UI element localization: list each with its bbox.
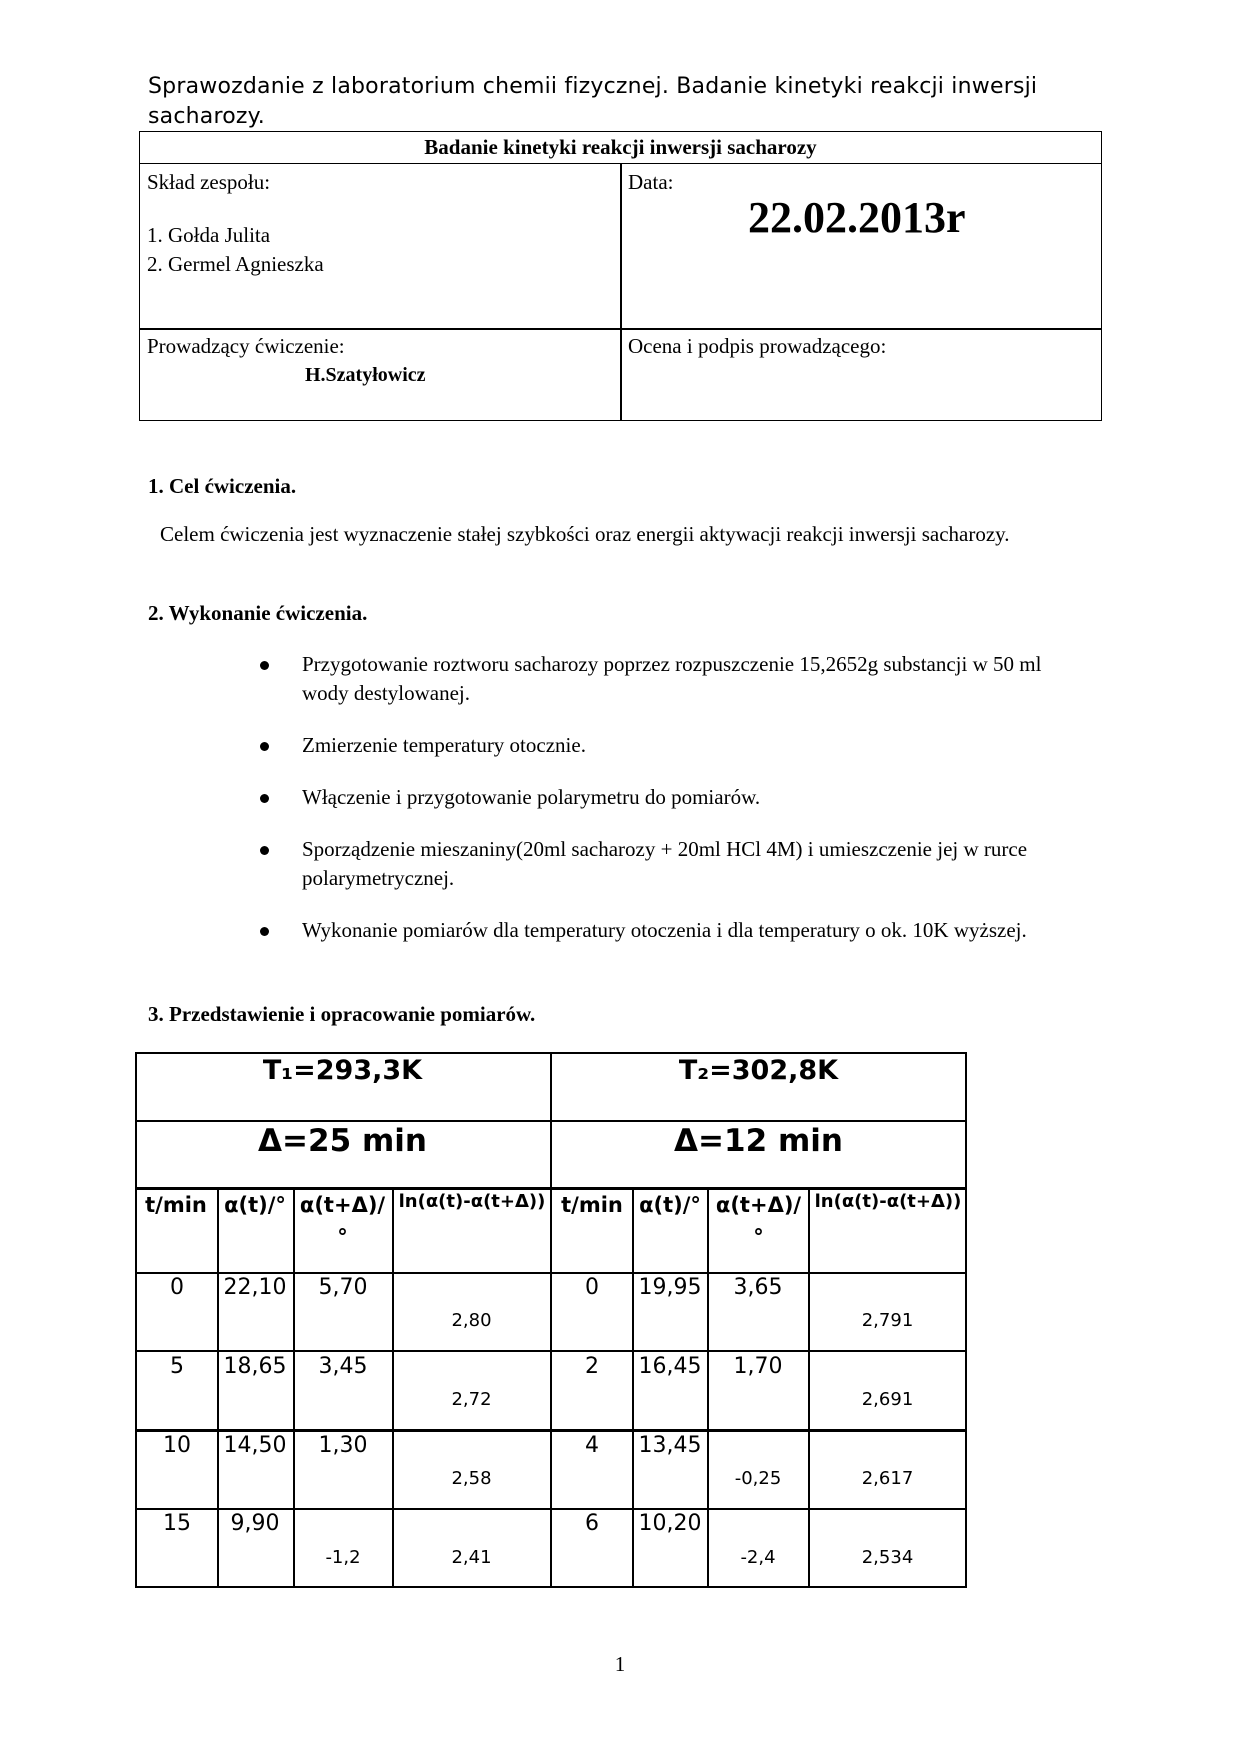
list-item: Zmierzenie temperatury otocznie. <box>260 731 1090 760</box>
team-member: 1. Gołda Julita <box>147 223 271 247</box>
list-item: Wykonanie pomiarów dla temperatury otoczenia i dla temperatury o ok. 10K wyższej. <box>260 916 1090 945</box>
info-table-title: Badanie kinetyki reakcji inwersji sacharozy <box>140 132 1101 164</box>
date-label: Data: <box>628 170 674 194</box>
table-cell: 18,65 <box>223 1354 287 1379</box>
table-cell: 2,534 <box>861 1547 914 1568</box>
column-header: α(t+Δ)/° <box>299 1193 386 1249</box>
table-cell: 22,10 <box>223 1275 287 1300</box>
table-border <box>632 1187 634 1588</box>
section-1-heading: 1. Cel ćwiczenia. <box>148 474 297 498</box>
temperature-header-right: T₂=302,8K <box>678 1055 839 1086</box>
date-value: 22.02.2013r <box>748 193 966 242</box>
grade-label: Ocena i podpis prowadzącego: <box>628 334 887 358</box>
delta-header-left: Δ=25 min <box>258 1123 427 1159</box>
table-cell: 14,50 <box>223 1433 287 1458</box>
table-cell: 2 <box>585 1354 599 1379</box>
report-header: Sprawozdanie z laboratorium chemii fizycznej. Badanie kinetyki reakcji inwersji sacharozy. <box>148 74 1038 129</box>
bullet-icon <box>260 794 269 803</box>
table-cell: 16,45 <box>638 1354 702 1379</box>
section-1-text: Celem ćwiczenia jest wyznaczenie stałej szybkości oraz energii aktywacji reakcji inwersji sacharozy. <box>160 522 1010 546</box>
table-cell: 10,20 <box>638 1511 702 1536</box>
list-item: Włączenie i przygotowanie polarymetru do pomiarów. <box>260 783 1090 812</box>
table-cell: 10 <box>163 1433 191 1458</box>
info-divider-horizontal <box>140 328 1101 330</box>
table-cell: 2,691 <box>861 1389 914 1410</box>
team-member: 2. Germel Agnieszka <box>147 252 324 276</box>
bullet-icon <box>260 661 269 670</box>
team-label: Skład zespołu: <box>147 170 271 194</box>
section-2-heading: 2. Wykonanie ćwiczenia. <box>148 601 368 625</box>
procedure-list <box>260 650 1090 968</box>
table-cell: 2,58 <box>451 1468 492 1489</box>
table-cell: 0 <box>585 1275 599 1300</box>
table-cell: 1,30 <box>318 1433 368 1458</box>
column-header: ln(α(t)-α(t+Δ)) <box>398 1191 546 1212</box>
table-border <box>217 1187 219 1588</box>
column-header: t/min <box>145 1193 207 1217</box>
table-cell: 19,95 <box>638 1275 702 1300</box>
table-cell: 3,45 <box>318 1354 368 1379</box>
table-cell: 3,65 <box>733 1275 783 1300</box>
table-cell: 9,90 <box>230 1511 280 1536</box>
report-info-table <box>139 131 1102 421</box>
table-cell: 4 <box>585 1433 599 1458</box>
table-cell: 6 <box>585 1511 599 1536</box>
list-item: Przygotowanie roztworu sacharozy poprzez rozpuszczenie 15,2652g substancji w 50 ml wody destylowanej. <box>260 650 1090 708</box>
table-border <box>707 1187 709 1588</box>
list-item: Sporządzenie mieszaniny(20ml sacharozy + 20ml HCl 4M) i umieszczenie jej w rurce polarymetrycznej. <box>260 835 1090 893</box>
column-header: t/min <box>561 1193 623 1217</box>
table-border <box>293 1187 295 1588</box>
instructor-name: H.Szatyłowicz <box>305 364 426 386</box>
column-header: α(t+Δ)/° <box>715 1193 802 1249</box>
table-cell: -1,2 <box>325 1547 361 1568</box>
table-cell: 1,70 <box>733 1354 783 1379</box>
bullet-icon <box>260 846 269 855</box>
page-number: 1 <box>614 1652 626 1676</box>
table-cell: 15 <box>163 1511 191 1536</box>
table-cell: 5 <box>170 1354 184 1379</box>
table-cell: -2,4 <box>740 1547 776 1568</box>
bullet-icon <box>260 927 269 936</box>
measurement-table <box>135 1052 967 1588</box>
bullet-icon <box>260 742 269 751</box>
column-header: ln(α(t)-α(t+Δ)) <box>814 1191 962 1212</box>
table-cell: 2,41 <box>451 1547 492 1568</box>
column-header: α(t)/° <box>224 1193 286 1217</box>
delta-header-right: Δ=12 min <box>674 1123 843 1159</box>
temperature-header-left: T₁=293,3K <box>262 1055 423 1086</box>
table-cell: -0,25 <box>734 1468 782 1489</box>
table-cell: 2,791 <box>861 1310 914 1331</box>
instructor-label: Prowadzący ćwiczenie: <box>147 334 345 358</box>
table-cell: 2,72 <box>451 1389 492 1410</box>
table-cell: 2,617 <box>861 1468 914 1489</box>
table-cell: 0 <box>170 1275 184 1300</box>
table-cell: 13,45 <box>638 1433 702 1458</box>
table-cell: 5,70 <box>318 1275 368 1300</box>
section-3-heading: 3. Przedstawienie i opracowanie pomiarów. <box>148 1002 536 1026</box>
info-divider-vertical <box>620 163 622 421</box>
column-header: α(t)/° <box>639 1193 701 1217</box>
table-cell: 2,80 <box>451 1310 492 1331</box>
